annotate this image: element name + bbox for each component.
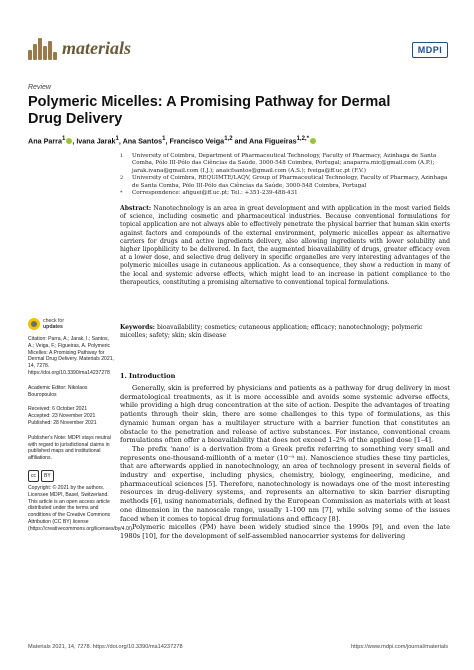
publisher-note: Publisher's Note: MDPI stays neutral with regard to jurisdictional claims in published maps and institutional affiliations.	[28, 434, 111, 462]
received-date: Received: 6 October 2021	[28, 406, 88, 413]
journal-logo-icon	[28, 36, 58, 60]
body-paragraph: Generally, skin is preferred by physicians and patients as a pathway for drug delivery in most dermatological treatments, as it is more accessible and avoids some systemic adverse effects, while providing a high drug concentration at the site of action. Despite the advantages of treating patients through their skin, there are some challenges to this type of formulations, as this dynamic human organ has a multilayer structure with a barrier function that constitutes an obstacle to the penetration and release of active substances. For instance, conventional cream formulations often offer a bioavailability that does not exceed 1–2% of the applied dose [1–4].	[120, 384, 450, 445]
academic-editor: Academic Editor: Nikolaos Bouropoulos	[28, 384, 88, 398]
author-sup: 1	[115, 136, 119, 142]
published-date: Published: 28 November 2021	[28, 419, 97, 426]
author-sup: 1	[162, 136, 166, 142]
author-sup: 1,2,*	[296, 136, 309, 142]
affiliation-text: Correspondence: afiguei@ff.uc.pt; Tel.: +351-239-488-431	[132, 190, 298, 197]
mdpi-badge: MDPI	[412, 42, 448, 58]
affiliation-number: 2	[120, 175, 124, 182]
abstract-label: Abstract:	[120, 205, 152, 212]
citation: Citation: Parra, A.; Jarak, I.; Santos, A.; Veiga, F.; Figueiras, A. Polymeric Micelles: A Promising Pathway for Dermal Drug Delivery. Materials 2021, 14, 7278. https://doi.org/10.3390/ma14237278	[28, 336, 114, 376]
affiliation-item	[120, 190, 450, 197]
abstract-text: Nanotechnology is an area in great development and with application in the most varied fields of science, including cosmetic and pharmaceutical industries. Because conventional formulations for topical application are not always able to effectively penetrate the physical barrier that human skin exerts against factors and compounds of the external environment, polymeric micelles appear as alternative carriers for drugs and active ingredients delivery, also allowing ingredients with lower solubility and higher lipophilicity to be delivered. In fact, the augmented bioavailability of drugs, greater efficacy even at a lower dose, and selective drug delivery in specific organelles are very interesting advantages of the polymeric micelles usage in cutaneous application. As a consequence, they show a reduction in many of the local and systemic adverse effects, which might lead to an increase in patient compliance to the therapeutics, constituting a promising alternative to conventional topical formulations.	[120, 205, 451, 286]
footer-citation: Materials 2021, 14, 7278. https://doi.org/10.3390/ma14237278	[28, 644, 183, 650]
copyright: Copyright: © 2021 by the authors. Licensee MDPI, Basel, Switzerland. This article is an open access article distributed under the terms and conditions of the Creative Commons Attribution (CC BY) license (https://creativecommons.org/licenses/by/4.0/).	[28, 484, 134, 532]
affiliation-number: *	[120, 190, 123, 197]
cc-license-badge[interactable]	[28, 470, 116, 482]
check-updates-icon	[28, 318, 40, 330]
check-updates-label: check for	[43, 318, 65, 324]
footer-journal-link[interactable]: https://www.mdpi.com/journal/materials	[351, 644, 448, 650]
journal-name: materials	[62, 37, 132, 58]
keywords	[120, 324, 450, 340]
affiliation-item	[120, 153, 450, 175]
orcid-icon[interactable]	[66, 138, 72, 144]
author-name: Ivana Jarak	[76, 136, 116, 146]
abstract	[120, 205, 450, 287]
body-paragraph: Polymeric micelles (PM) have been widely studied since the 1990s [9], and even the late 1980s [10], for the development of self-assembled nanocarrier systems for delivering	[120, 523, 450, 540]
author-name: Francisco Veiga	[169, 136, 225, 146]
cc-icon: cc	[28, 470, 39, 482]
author-name: Ana Santos	[122, 136, 163, 146]
by-icon: BY	[41, 470, 54, 482]
article-sidebar	[28, 318, 134, 541]
author-sup: 1,2	[224, 136, 233, 142]
affiliations	[120, 153, 450, 197]
page-footer	[28, 644, 448, 650]
affiliation-text: University of Coimbra, REQUIMTE/LAQV, Group of Pharmaceutical Technology, Faculty of Pharmacy, Azinhaga de Santa Comba, Pólo III-Pólo das Ciências da Saúde, 3000-548 Coimbra, Portugal	[132, 175, 448, 189]
article-type: Review	[28, 84, 51, 91]
check-for-updates-button[interactable]	[28, 318, 116, 330]
journal-logo[interactable]	[28, 36, 131, 60]
body-text	[120, 384, 450, 541]
affiliation-item	[120, 175, 450, 190]
page-header	[28, 36, 448, 68]
author-sup: 1	[61, 136, 66, 142]
author-name: Ana Parra	[28, 136, 62, 146]
check-updates-label: updates	[43, 324, 63, 330]
affiliation-text: University of Coimbra, Department of Pharmaceutical Technology, Faculty of Pharmacy, Azinhaga de Santa Comba, Pólo III-Pólo das Ciências da Saúde, 3000-548 Coimbra, Portugal; anaparra.mic@gmail.com (A.P.); jarak.ivana@gmail.com (I.J.); anaicfsantos@gmail.com (A.S.); fveiga@ff.uc.pt (F.V.)	[132, 153, 437, 174]
article-title: Polymeric Micelles: A Promising Pathway for Dermal Drug Delivery	[28, 94, 391, 127]
author-name: Ana Figueiras	[249, 136, 297, 146]
mdpi-logo[interactable]	[412, 42, 448, 58]
author-list: Ana Parra$^1$ , Ivana Jarak$^1$, Ana Santos$^1$, Francisco Veiga$^{1,2}$ and Ana Figueiras$^{1,2,*}$	[28, 136, 448, 145]
orcid-icon[interactable]	[310, 138, 316, 144]
keywords-text: bioavailability; cosmetics; cutaneous application; efficacy; nanotechnology; polymeric micelles; safety; skin; skin disease	[120, 324, 423, 340]
affiliation-number: 1	[120, 153, 124, 159]
keywords-label: Keywords:	[120, 324, 156, 331]
section-heading: 1. Introduction	[120, 372, 176, 380]
body-paragraph: The prefix ‘nano’ is a derivation from a Greek prefix referring to something very small and represents one-thousand-millionth of a meter (10⁻⁹ m). Nanoscience studies these tiny particles, that are afterwards applied in nanotechnology, an area of technology present in several fields of industry and expertise, including physics, chemistry, biology, engineering, medicine, and pharmaceutical sciences [5]. Therefore, nanotechnology is nowadays one of the most interesting resources in drug-delivery systems, and represents an alternative to skin barrier disrupting methods [6], using nanomaterials, defined by the European Commission as materials with at least one dimension in the nanoscale range, usually 1–100 nm [7], while solving some of the issues faced when it comes to topical drug formulations and efficacy [8].	[120, 444, 450, 523]
accepted-date: Accepted: 23 November 2021	[28, 413, 96, 420]
